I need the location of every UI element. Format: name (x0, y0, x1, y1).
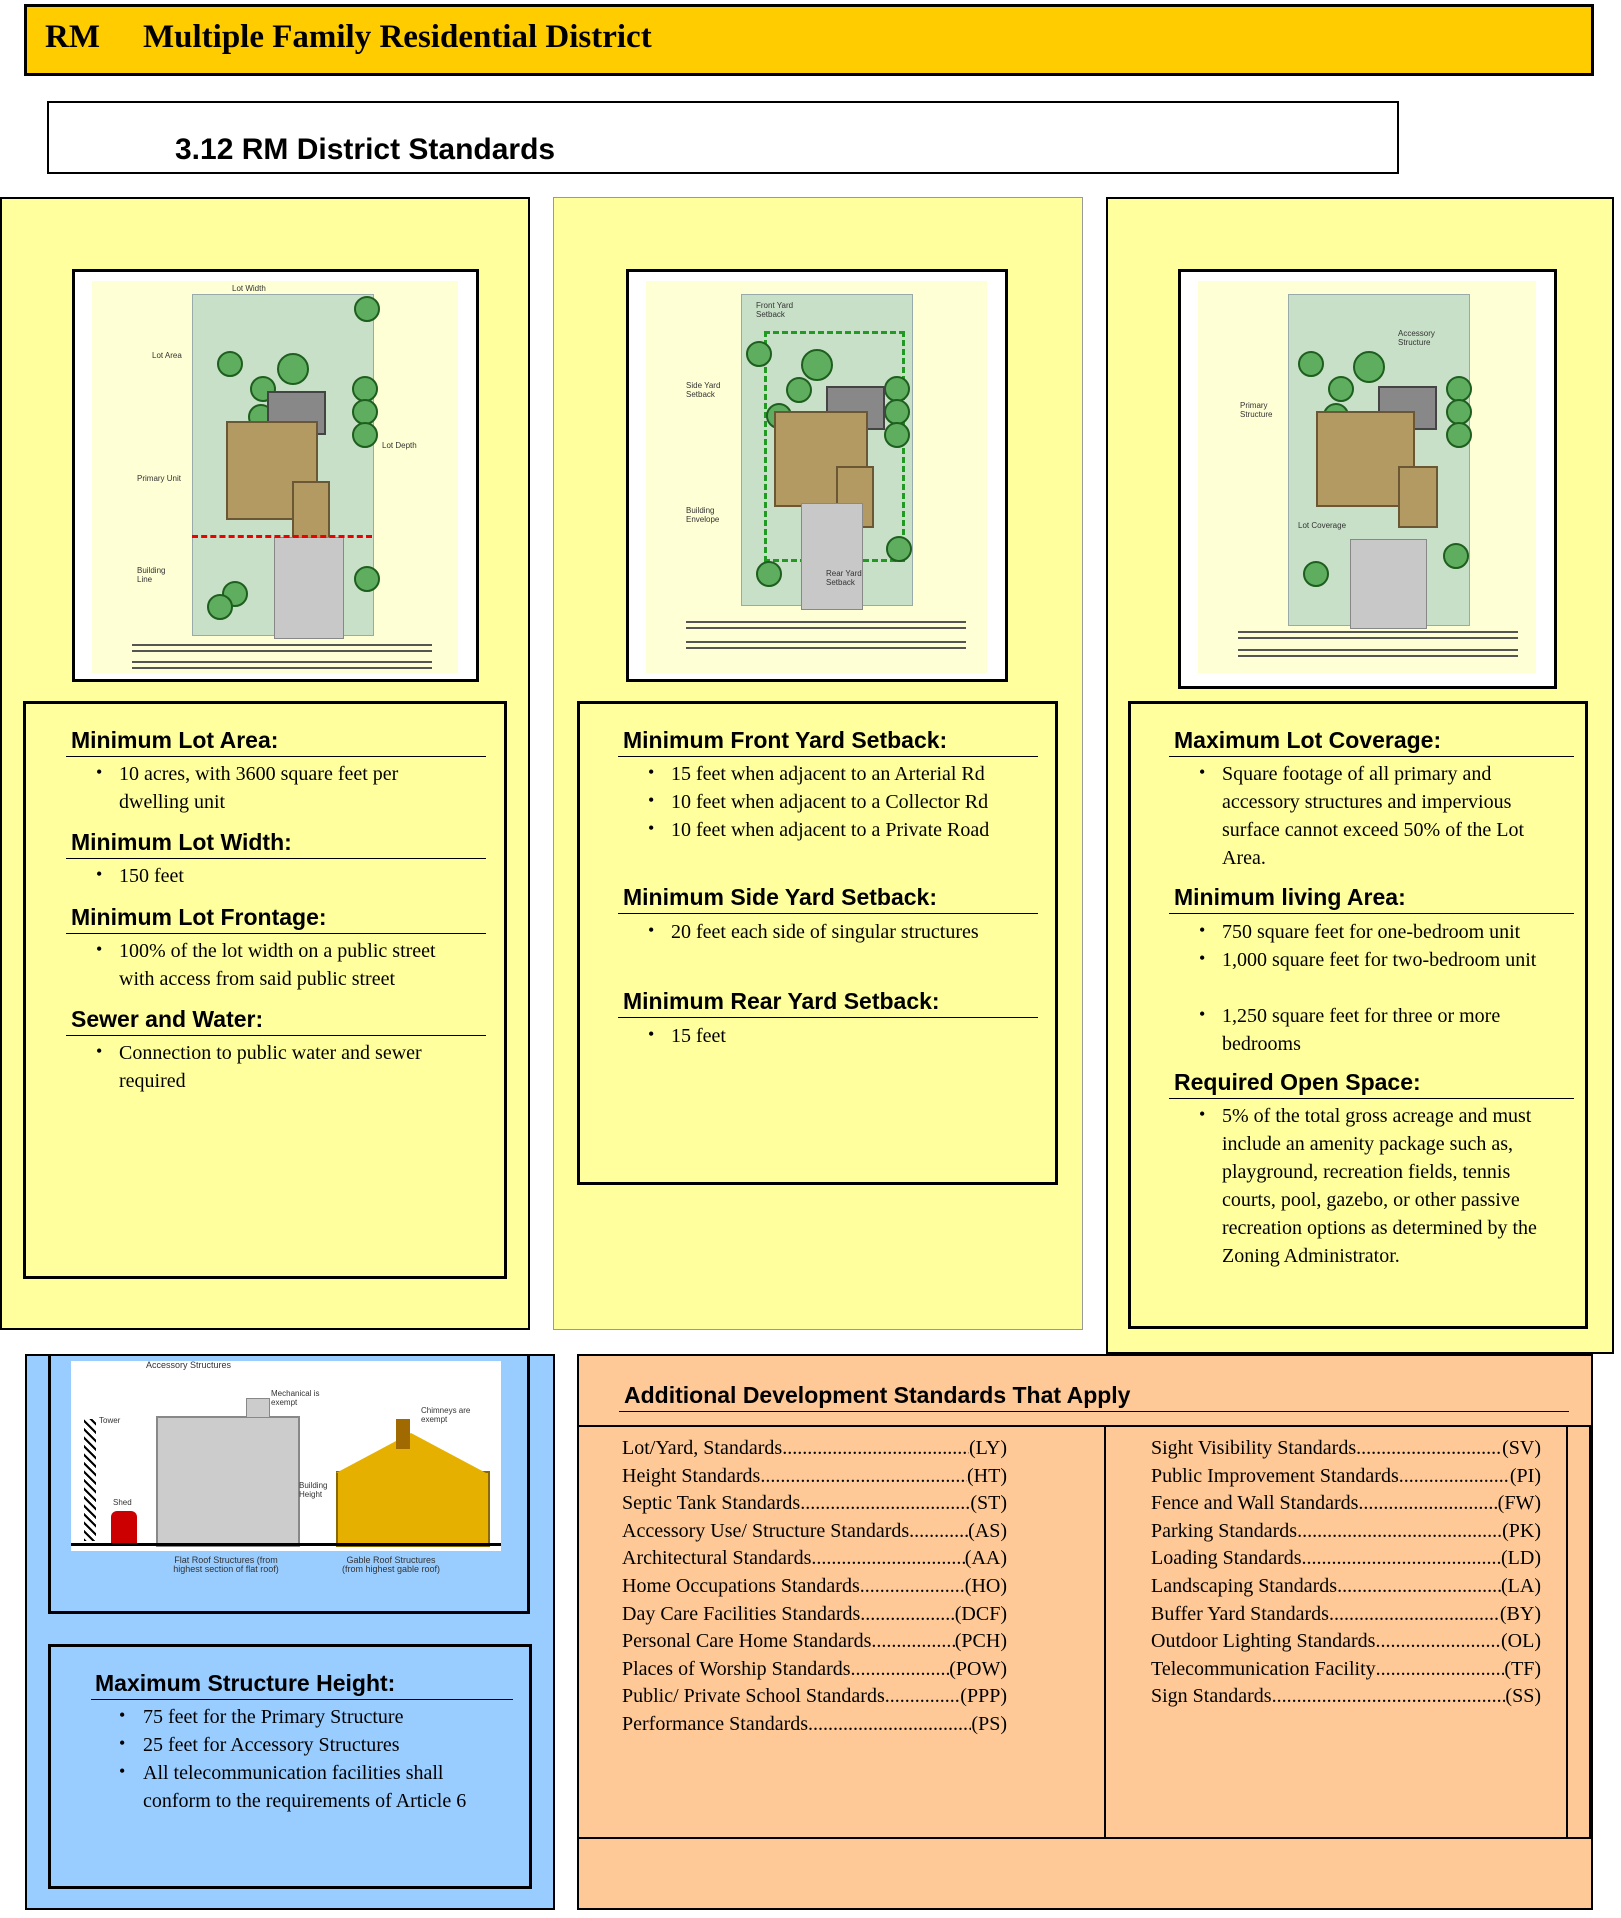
standard-code: (BY) (1499, 1602, 1541, 1625)
coverage-figure (1178, 269, 1557, 689)
height-standards-box: Maximum Structure Height: • 75 feet for the Primary Structure • 25 feet for Accessory Structures • All telecommunication facilities shall conform to the requirements of Article 6 (48, 1644, 532, 1889)
standard-item (622, 1489, 1007, 1517)
standard-item (1151, 1682, 1541, 1710)
coverage-standards-box: Maximum Lot Coverage: • Square footage of all primary and accessory structures and impervious surface cannot exceed 50% of the Lot Area. Minimum living Area: • 750 square feet for one-bedroom unit • 1,000 square feet for two-bedroom unit • 1,250 square feet for three or more bedrooms Required Open Space: • 5% of the total gross acreage and must include an amenity package such as, playground, recreation fields, tennis courts, pool, gazebo, or other passive recreation options as determined by the Zoning Administrator. (1128, 701, 1588, 1329)
standard-item (1151, 1517, 1541, 1545)
section-title: 3.12 RM District Standards (175, 133, 556, 166)
standard-label: Height Standards (622, 1464, 761, 1487)
standard-label: Parking Standards (1151, 1519, 1298, 1542)
standard-label: Sign Standards (1151, 1685, 1272, 1708)
standard-item (622, 1710, 1007, 1738)
height-fig-accessory: Accessory Structures (146, 1360, 232, 1370)
standard-code: (LD) (1501, 1547, 1541, 1570)
standard-code: (AA) (964, 1547, 1007, 1570)
standard-code: (AS) (968, 1519, 1007, 1542)
standard-item (1151, 1627, 1541, 1655)
fig1-label-4: Building Line (137, 566, 166, 584)
standard-item (622, 1434, 1007, 1462)
standard-label: Accessory Use/ Structure Standards (622, 1519, 910, 1542)
standard-code: (PPP) (960, 1685, 1007, 1708)
min-lot-frontage-bullet: 100% of the lot width on a public street with access from said public street (119, 940, 436, 990)
rear-setback-heading: Minimum Rear Yard Setback: (623, 988, 940, 1014)
standard-label: Outdoor Lighting Standards (1151, 1630, 1376, 1653)
max-height-bullet-1: 25 feet for Accessory Structures (143, 1734, 400, 1756)
height-fig-shed: Shed (113, 1498, 132, 1507)
fig1-label-2: Lot Depth (382, 441, 417, 450)
fig3-label-2: Lot Coverage (1298, 521, 1347, 530)
standard-code: (LA) (1501, 1575, 1541, 1597)
fig3-label-0: Accessory Structure (1398, 329, 1435, 347)
standard-item (622, 1655, 1007, 1683)
height-fig-gable: Gable Roof Structures (from highest gable roof) (341, 1555, 441, 1574)
min-lot-frontage-heading: Minimum Lot Frontage: (71, 904, 327, 930)
max-height-bullet-0: 75 feet for the Primary Structure (143, 1706, 404, 1728)
standard-item (1151, 1600, 1541, 1628)
standard-code: (TF) (1504, 1657, 1541, 1680)
standard-item (1151, 1434, 1541, 1462)
standard-label: Public Improvement Standards (1151, 1464, 1399, 1487)
open-space-heading: Required Open Space: (1174, 1069, 1421, 1095)
standard-label: Places of Worship Standards (622, 1657, 851, 1680)
standard-label: Septic Tank Standards (622, 1492, 801, 1515)
min-lot-area-bullet: 10 acres, with 3600 square feet per dwelling unit (119, 763, 399, 813)
fig1-label-1: Lot Area (152, 351, 182, 360)
standard-label: Sight Visibility Standards (1151, 1437, 1357, 1459)
section-title-box (47, 101, 1399, 174)
standard-item (622, 1517, 1007, 1545)
fig2-label-2: Building Envelope (686, 506, 720, 524)
standard-code: (SS) (1505, 1685, 1541, 1708)
standard-item (622, 1682, 1007, 1710)
fig1-label-0: Lot Width (232, 284, 266, 293)
height-fig-tower: Tower (99, 1416, 121, 1425)
standard-code: (ST) (970, 1492, 1007, 1515)
open-space-bullet: 5% of the total gross acreage and must include an amenity package such as, playground, recreation fields, tennis courts, pool, gazebo, or other passive recreation options as determined by the Zoning Administrator. (1222, 1105, 1537, 1267)
standard-item (1151, 1544, 1541, 1572)
standard-item (622, 1572, 1007, 1600)
min-living-area-heading: Minimum living Area: (1174, 884, 1406, 910)
district-name: Multiple Family Residential District (143, 19, 652, 55)
side-setback-bullet: 20 feet each side of singular structures (671, 921, 979, 943)
front-setback-bullet-2: 10 feet when adjacent to a Private Road (671, 819, 990, 841)
standards-list-divider (1104, 1425, 1106, 1839)
standard-code: (DCF) (954, 1602, 1007, 1625)
front-setback-bullet-1: 10 feet when adjacent to a Collector Rd (671, 791, 989, 813)
standard-item (1151, 1462, 1541, 1490)
max-lot-coverage-heading: Maximum Lot Coverage: (1174, 727, 1442, 753)
standard-label: Lot/Yard, Standards (622, 1437, 783, 1459)
standard-code: (POW) (949, 1657, 1007, 1680)
fig1-label-3: Primary Unit (137, 474, 182, 483)
setback-figure (626, 269, 1008, 682)
standard-item (622, 1544, 1007, 1572)
standard-code: (PI) (1509, 1464, 1541, 1487)
fig3-label-1: Primary Structure (1240, 401, 1273, 419)
standard-label: Buffer Yard Standards (1151, 1602, 1329, 1625)
lot-area-figure (72, 269, 479, 682)
height-fig-chimney: Chimneys are exempt (421, 1406, 471, 1424)
standard-code: (HT) (967, 1464, 1007, 1487)
fig2-label-3: Rear Yard Setback (826, 569, 862, 587)
height-fig-mech: Mechanical is exempt (271, 1389, 320, 1407)
standard-label: Landscaping Standards (1151, 1575, 1338, 1597)
standard-item (622, 1462, 1007, 1490)
fig2-label-0: Front Yard Setback (756, 301, 794, 319)
sewer-water-heading: Sewer and Water: (71, 1006, 264, 1032)
standard-label: Performance Standards (622, 1713, 809, 1735)
standard-code: (PS) (971, 1713, 1007, 1735)
standard-item (1151, 1489, 1541, 1517)
side-setback-heading: Minimum Side Yard Setback: (623, 884, 938, 910)
standard-label: Day Care Facilities Standards (622, 1602, 861, 1625)
standard-item (1151, 1572, 1541, 1600)
height-fig-flat: Flat Roof Structures (from highest section of flat roof) (173, 1555, 279, 1574)
front-setback-bullet-0: 15 feet when adjacent to an Arterial Rd (671, 763, 985, 785)
max-height-bullet-2: All telecommunication facilities shall conform to the requirements of Article 6 (143, 1762, 467, 1812)
standard-code: (LY) (969, 1437, 1007, 1459)
standard-label: Personal Care Home Standards (622, 1630, 872, 1653)
rear-setback-bullet: 15 feet (671, 1025, 726, 1047)
standard-label: Fence and Wall Standards (1151, 1492, 1359, 1515)
max-lot-coverage-bullet: Square footage of all primary and accessory structures and impervious surface cannot exceed 50% of the Lot Area. (1222, 763, 1525, 869)
additional-standards-heading: Additional Development Standards That Apply (624, 1382, 1131, 1408)
standard-label: Telecommunication Facility (1151, 1657, 1376, 1680)
front-setback-heading: Minimum Front Yard Setback: (623, 727, 948, 753)
height-fig-building-height: Building Height (299, 1481, 328, 1499)
district-code: RM (45, 19, 100, 55)
min-living-area-bullet-2: 1,250 square feet for three or more bedrooms (1222, 1005, 1501, 1055)
setback-standards-box: Minimum Front Yard Setback: • 15 feet when adjacent to an Arterial Rd • 10 feet when adjacent to a Collector Rd • 10 feet when adjacent to a Private Road Minimum Side Yard Setback: • 20 feet each side of singular structures Minimum Rear Yard Setback: • 15 feet (577, 701, 1058, 1185)
standard-code: (PK) (1502, 1519, 1541, 1542)
standard-code: (FW) (1497, 1492, 1541, 1515)
standard-code: (OL) (1501, 1630, 1541, 1653)
min-living-area-bullet-1: 1,000 square feet for two-bedroom unit (1222, 949, 1537, 971)
min-lot-width-heading: Minimum Lot Width: (71, 829, 292, 855)
standard-item (1151, 1655, 1541, 1683)
height-figure (48, 1356, 530, 1614)
district-banner (24, 4, 1594, 76)
min-lot-area-heading: Minimum Lot Area: (71, 727, 279, 753)
standard-code: (HO) (964, 1575, 1007, 1597)
standard-label: Loading Standards (1151, 1547, 1302, 1570)
min-lot-width-bullet: 150 feet (119, 865, 184, 887)
standard-item (622, 1600, 1007, 1628)
max-height-heading: Maximum Structure Height: (95, 1670, 396, 1696)
standard-code: (SV) (1502, 1437, 1541, 1459)
standard-label: Home Occupations Standards (622, 1575, 860, 1597)
sewer-water-bullet: Connection to public water and sewer required (119, 1042, 422, 1092)
standard-item (622, 1627, 1007, 1655)
standard-code: (PCH) (954, 1630, 1007, 1653)
min-living-area-bullet-0: 750 square feet for one-bedroom unit (1222, 921, 1521, 943)
standard-label: Public/ Private School Standards (622, 1685, 885, 1708)
fig2-label-1: Side Yard Setback (686, 381, 721, 399)
lot-standards-box: Minimum Lot Area: • 10 acres, with 3600 square feet per dwelling unit Minimum Lot Width: • 150 feet Minimum Lot Frontage: • 100% of the lot width on a public street with access from said public street Sewer and Water: • Connection to public water and sewer required (23, 701, 507, 1279)
standard-label: Architectural Standards (622, 1547, 812, 1570)
